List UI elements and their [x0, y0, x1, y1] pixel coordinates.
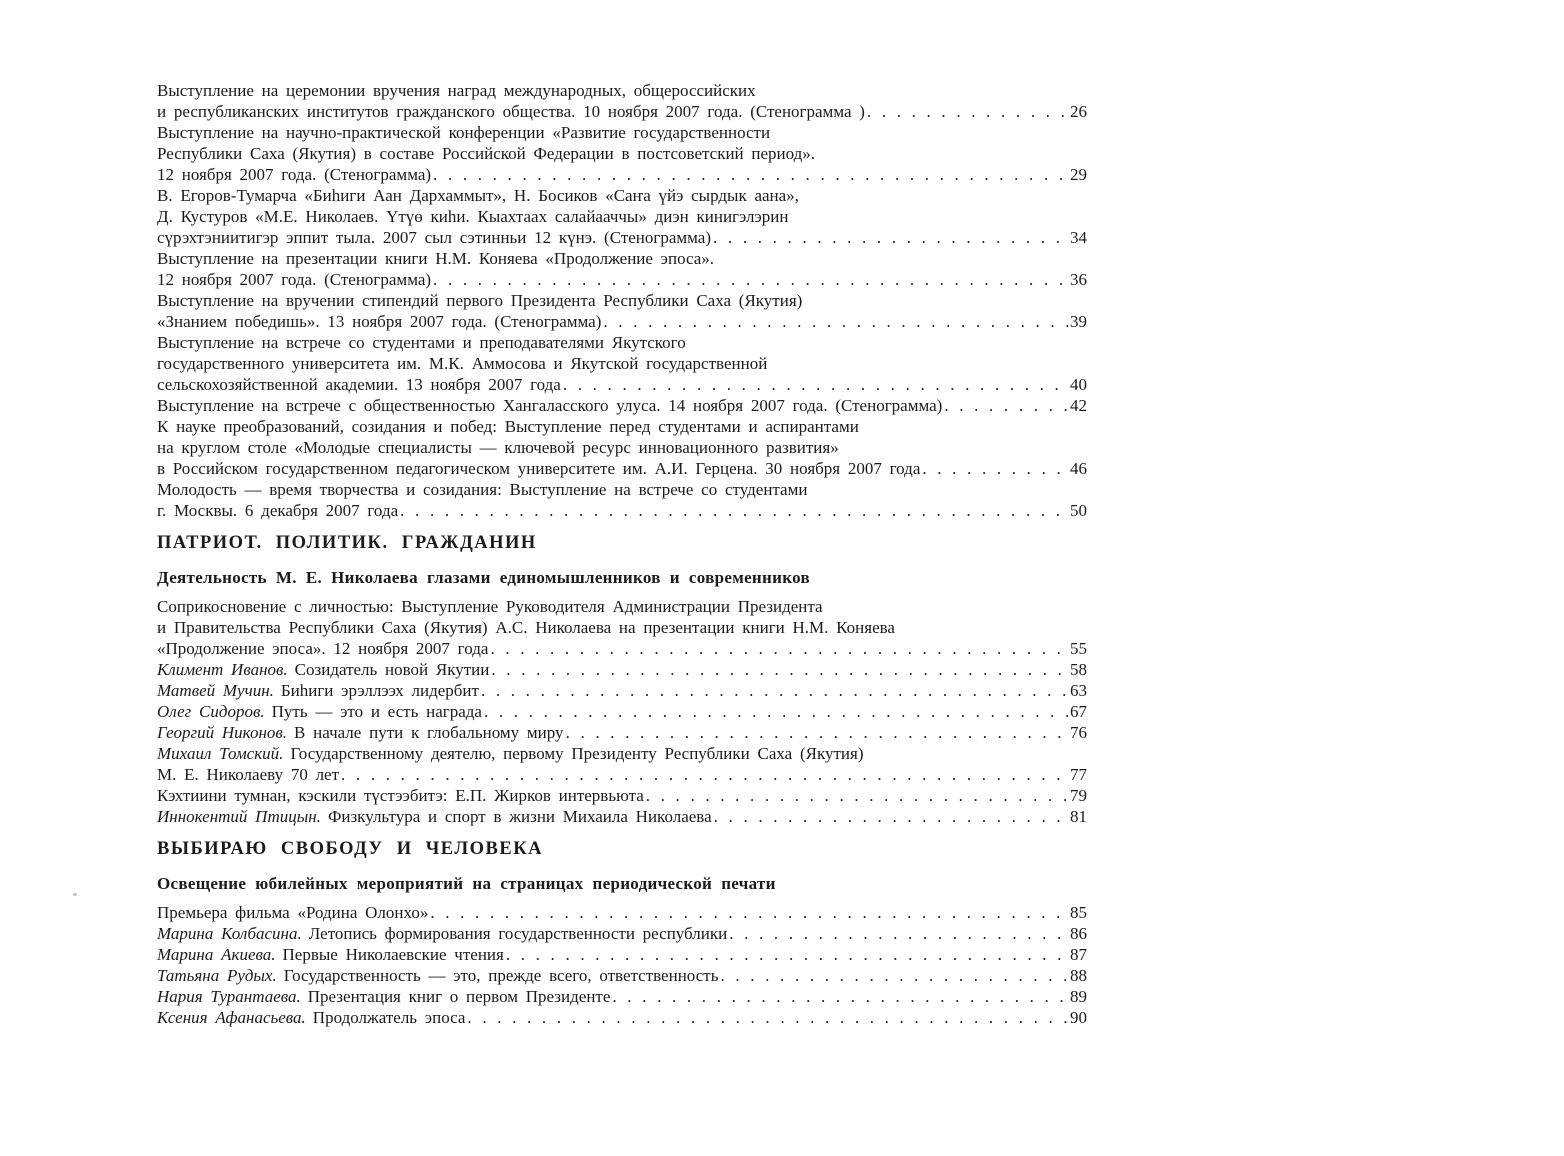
toc-entry-author: Марина Акиева. — [157, 945, 276, 964]
toc-entry-line — [157, 248, 1087, 269]
toc-entry-text: сүрэхтэниитигэр эппит тыла. 2007 сыл сэтинньи 12 күнэ. (Стенограмма) — [157, 228, 712, 247]
toc-page-number: 88 — [1070, 966, 1087, 985]
dot-leader — [341, 764, 1070, 785]
toc-entry-line — [157, 122, 1087, 143]
toc-entry-line — [157, 659, 1087, 680]
section-subheader: Освещение юбилейных мероприятий на страницах периодической печати — [157, 874, 776, 893]
toc-entry-text: Летопись формирования государственности республики — [308, 924, 728, 943]
toc-page-number: 50 — [1070, 501, 1087, 520]
toc-entry-text: Кэхтиини тумнан, кэскили түстээбитэ: Е.П. Жирков интервьюта — [157, 786, 644, 805]
dot-leader — [713, 227, 1070, 248]
toc-page-number: 40 — [1070, 375, 1087, 394]
toc-page-number: 76 — [1070, 723, 1087, 742]
toc-page-number: 86 — [1070, 924, 1087, 943]
toc-page-number: 34 — [1070, 228, 1087, 247]
toc-entry-line — [157, 680, 1087, 701]
toc-content — [157, 80, 1087, 1028]
toc-page-number: 79 — [1070, 786, 1087, 805]
toc-entry-text: Выступление на презентации книги Н.М. Коняева «Продолжение эпоса». — [157, 249, 715, 268]
dot-leader — [563, 374, 1070, 395]
dot-leader — [490, 638, 1070, 659]
dot-leader — [481, 680, 1070, 701]
toc-entry-line — [157, 227, 1087, 248]
toc-entry-line — [157, 743, 1087, 764]
dot-leader — [944, 395, 1070, 416]
dot-leader — [491, 659, 1070, 680]
toc-entry-line — [157, 185, 1087, 206]
dot-leader — [646, 785, 1070, 806]
toc-entry-line — [157, 764, 1087, 785]
toc-entry-line — [157, 458, 1087, 479]
toc-entry-text: Молодость — время творчества и созидания: Выступление на встрече со студентами — [157, 480, 808, 499]
toc-entry-line — [157, 206, 1087, 227]
toc-entry-line — [157, 332, 1087, 353]
toc-entry-line — [157, 902, 1087, 923]
toc-entry-text: Премьера фильма «Родина Олонхо» — [157, 903, 429, 922]
toc-entry-text: Государственному деятелю, первому Президенту Республики Саха (Якутия) — [290, 744, 864, 763]
toc-entry-text: Продолжатель эпоса — [312, 1008, 466, 1027]
dot-leader — [484, 701, 1070, 722]
section-header: ВЫБИРАЮ СВОБОДУ И ЧЕЛОВЕКА — [157, 839, 544, 859]
toc-entry-line — [157, 986, 1087, 1007]
toc-entry-author: Иннокентий Птицын. — [157, 807, 321, 826]
toc-entry-text: В начале пути к глобальному миру — [294, 723, 564, 742]
toc-page-number: 36 — [1070, 270, 1087, 289]
toc-entry-text: Выступление на вручении стипендий первого Президента Республики Саха (Якутия) — [157, 291, 803, 310]
toc-entry-author: Георгий Никонов. — [157, 723, 288, 742]
toc-entry-author: Олег Сидоров. — [157, 702, 265, 721]
toc-entry-text: Республики Саха (Якутия) в составе Российской Федерации в постсоветский период». — [157, 144, 816, 163]
dot-leader — [400, 500, 1070, 521]
toc-entry-line — [157, 479, 1087, 500]
scan-artifact — [73, 893, 77, 896]
toc-entry-text: Выступление на встрече со студентами и преподавателями Якутского — [157, 333, 686, 352]
toc-entry-line — [157, 437, 1087, 458]
section-header: ПАТРИОТ. ПОЛИТИК. ГРАЖДАНИН — [157, 533, 537, 553]
toc-entry-text: Презентация книг о первом Президенте — [307, 987, 611, 1006]
toc-entry-line — [157, 143, 1087, 164]
toc-entry-line — [157, 311, 1087, 332]
toc-page-number: 58 — [1070, 660, 1087, 679]
toc-entry-line — [157, 722, 1087, 743]
toc-entry-line — [157, 395, 1087, 416]
toc-entry-line — [157, 374, 1087, 395]
toc-entry-author: Михаил Томский. — [157, 744, 284, 763]
toc-entry-line — [157, 965, 1087, 986]
toc-entry-text: Путь — это и есть награда — [271, 702, 482, 721]
toc-entry-line — [157, 101, 1087, 122]
toc-entry-line — [157, 944, 1087, 965]
toc-entry-line — [157, 617, 1087, 638]
toc-entry-text: Д. Кустуров «М.Е. Николаев. Үтүө киһи. Кыахтаах салайааччы» диэн кинигэлэрин — [157, 207, 789, 226]
dot-leader — [433, 269, 1070, 290]
dot-leader — [433, 164, 1070, 185]
toc-entry-text: Выступление на церемонии вручения наград международных, общероссийских — [157, 81, 756, 100]
dot-leader — [603, 311, 1070, 332]
toc-entry-text: в Российском государственном педагогическом университете им. А.И. Герцена. 30 ноября 2007 года — [157, 459, 921, 478]
toc-page-number: 42 — [1070, 396, 1087, 415]
dot-leader — [729, 923, 1070, 944]
toc-page-number: 29 — [1070, 165, 1087, 184]
toc-entry-text: В. Егоров-Тумарча «Биһиги Аан Дархаммыт», Н. Босиков «Саҥа үйэ сырдык аана», — [157, 186, 799, 205]
toc-entry-line — [157, 806, 1087, 827]
toc-page-number: 46 — [1070, 459, 1087, 478]
dot-leader — [720, 965, 1070, 986]
toc-page-number: 55 — [1070, 639, 1087, 658]
dot-leader — [430, 902, 1070, 923]
toc-entry-text: сельскохозяйственной академии. 13 ноября 2007 года — [157, 375, 561, 394]
dot-leader — [612, 986, 1070, 1007]
toc-entry-text: государственного университета им. М.К. Аммосова и Якутской государственной — [157, 354, 768, 373]
toc-entry-text: Выступление на научно-практической конференции «Развитие государственности — [157, 123, 771, 142]
toc-page-number: 63 — [1070, 681, 1087, 700]
toc-page-number: 77 — [1070, 765, 1087, 784]
section-subheader: Деятельность М. Е. Николаева глазами единомышленников и современников — [157, 568, 810, 587]
toc-entry-author: Марина Колбасина. — [157, 924, 302, 943]
toc-entry-line — [157, 701, 1087, 722]
toc-entry-text: 12 ноября 2007 года. (Стенограмма) — [157, 270, 432, 289]
toc-entry-line — [157, 80, 1087, 101]
toc-entry-line — [157, 269, 1087, 290]
toc-entry-line — [157, 416, 1087, 437]
toc-entry-text: М. Е. Николаеву 70 лет — [157, 765, 340, 784]
toc-entry-text: «Знанием победишь». 13 ноября 2007 года. (Стенограмма) — [157, 312, 602, 331]
dot-leader — [867, 101, 1070, 122]
dot-leader — [506, 944, 1070, 965]
toc-entry-line — [157, 596, 1087, 617]
toc-entry-line — [157, 500, 1087, 521]
toc-entry-text: Биһиги эрэллээх лидербит — [280, 681, 479, 700]
toc-entry-text: Первые Николаевские чтения — [282, 945, 504, 964]
toc-entry-author: Матвей Мучин. — [157, 681, 274, 700]
toc-entry-text: Выступление на встрече с общественностью Хангаласского улуса. 14 ноября 2007 года. (Стенограмма) — [157, 396, 943, 415]
toc-entry-text: Соприкосновение с личностью: Выступление Руководителя Администрации Президента — [157, 597, 823, 616]
toc-entry-line — [157, 785, 1087, 806]
toc-entry-text: на круглом столе «Молодые специалисты — ключевой ресурс инновационного развития» — [157, 438, 839, 457]
toc-page-number: 87 — [1070, 945, 1087, 964]
toc-page-number: 81 — [1070, 807, 1087, 826]
toc-entry-text: Государственность — это, прежде всего, ответственность — [283, 966, 719, 985]
toc-entry-line — [157, 923, 1087, 944]
toc-page-number: 26 — [1070, 102, 1087, 121]
toc-entry-line — [157, 290, 1087, 311]
toc-entry-line — [157, 638, 1087, 659]
toc-entry-text: г. Москвы. 6 декабря 2007 года — [157, 501, 399, 520]
toc-entry-text: Физкультура и спорт в жизни Михаила Николаева — [327, 807, 712, 826]
toc-entry-text: и республиканских институтов гражданского общества. 10 ноября 2007 года. (Стенограмма ) — [157, 102, 865, 121]
toc-page-number: 89 — [1070, 987, 1087, 1006]
toc-entry-text: и Правительства Республики Саха (Якутия) А.С. Николаева на презентации книги Н.М. Коняева — [157, 618, 895, 637]
dot-leader — [714, 806, 1070, 827]
toc-page-number: 85 — [1070, 903, 1087, 922]
dot-leader — [566, 722, 1070, 743]
toc-page-number: 90 — [1070, 1008, 1087, 1027]
toc-entry-author: Климент Иванов. — [157, 660, 288, 679]
toc-entry-author: Нария Турантаева. — [157, 987, 301, 1006]
toc-page-number: 67 — [1070, 702, 1087, 721]
toc-entry-text: Созидатель новой Якутии — [294, 660, 490, 679]
toc-entry-line — [157, 1007, 1087, 1028]
toc-entry-author: Ксения Афанасьева. — [157, 1008, 306, 1027]
toc-entry-line — [157, 353, 1087, 374]
dot-leader — [467, 1007, 1070, 1028]
toc-entry-text: «Продолжение эпоса». 12 ноября 2007 года — [157, 639, 489, 658]
toc-entry-line — [157, 164, 1087, 185]
toc-entry-author: Татьяна Рудых. — [157, 966, 277, 985]
toc-entry-text: К науке преобразований, созидания и побед: Выступление перед студентами и аспирантами — [157, 417, 859, 436]
toc-entry-text: 12 ноября 2007 года. (Стенограмма) — [157, 165, 432, 184]
toc-page-number: 39 — [1070, 312, 1087, 331]
dot-leader — [922, 458, 1070, 479]
